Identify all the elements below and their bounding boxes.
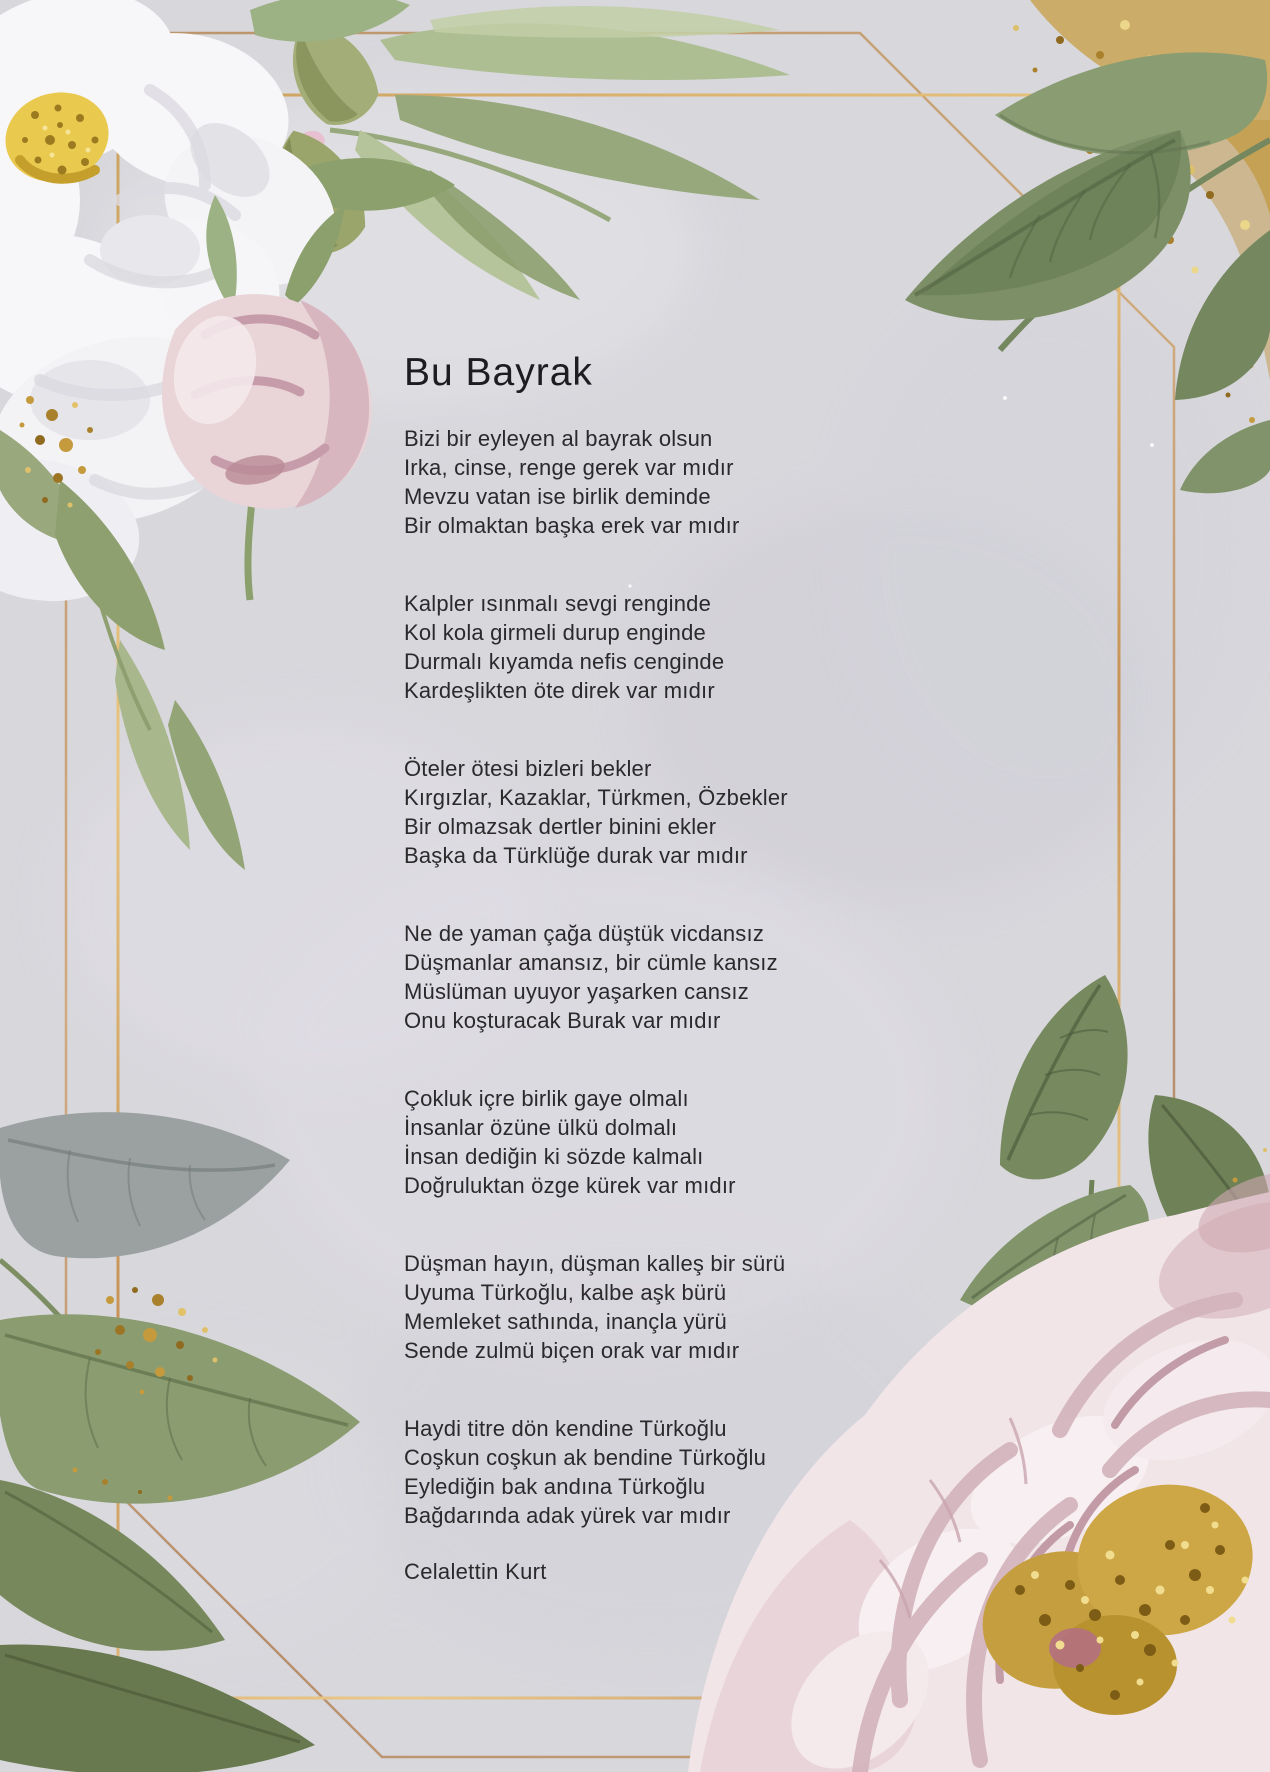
poem-line: Onu koşturacak Burak var mıdır xyxy=(404,1008,721,1033)
poem-line: Müslüman uyuyor yaşarken cansız xyxy=(404,979,749,1004)
poem-author: Celalettin Kurt xyxy=(404,1559,547,1584)
poem-line: Başka da Türklüğe durak var mıdır xyxy=(404,843,748,868)
poem-line: Düşmanlar amansız, bir cümle kansız xyxy=(404,950,778,975)
stanza-6 xyxy=(404,1249,904,1365)
poem-line: Kırgızlar, Kazaklar, Türkmen, Özbekler xyxy=(404,785,788,810)
poem-line: Mevzu vatan ise birlik deminde xyxy=(404,484,711,509)
poem-line: Düşman hayın, düşman kalleş bir sürü xyxy=(404,1251,786,1276)
poem-title: Bu Bayrak xyxy=(404,351,593,394)
poem-line: Öteler ötesi bizleri bekler xyxy=(404,756,652,781)
poem-text-block xyxy=(404,350,904,1608)
poem-line: Kardeşlikten öte direk var mıdır xyxy=(404,678,715,703)
poem-line: Memleket sathında, inançla yürü xyxy=(404,1309,727,1334)
poem-line: Uyuma Türkoğlu, kalbe aşk bürü xyxy=(404,1280,727,1305)
poem-line: Haydi titre dön kendine Türkoğlu xyxy=(404,1416,727,1441)
poem-line: İnsan dediğin ki sözde kalmalı xyxy=(404,1144,704,1169)
poem-line: Ne de yaman çağa düştük vicdansız xyxy=(404,921,765,946)
poem-line: Eylediğin bak andına Türkoğlu xyxy=(404,1474,706,1499)
poem-line: Bizi bir eyleyen al bayrak olsun xyxy=(404,426,713,451)
poem-line: Coşkun coşkun ak bendine Türkoğlu xyxy=(404,1445,767,1470)
stanza-4 xyxy=(404,919,904,1035)
poem-line: İnsanlar özüne ülkü dolmalı xyxy=(404,1115,678,1140)
poem-line: Bir olmazsak dertler binini ekler xyxy=(404,814,717,839)
stanza-5 xyxy=(404,1084,904,1200)
poem-line: Doğruluktan özge kürek var mıdır xyxy=(404,1173,736,1198)
stanza-1 xyxy=(404,424,904,540)
poem-line: Kalpler ısınmalı sevgi renginde xyxy=(404,591,712,616)
stanza-2 xyxy=(404,589,904,705)
poem-line: Irka, cinse, renge gerek var mıdır xyxy=(404,455,734,480)
poem-line: Bir olmaktan başka erek var mıdır xyxy=(404,513,740,538)
poem-line: Sende zulmü biçen orak var mıdır xyxy=(404,1338,740,1363)
stanza-3 xyxy=(404,754,904,870)
poem-line: Kol kola girmeli durup enginde xyxy=(404,620,706,645)
poem-line: Çokluk içre birlik gaye olmalı xyxy=(404,1086,689,1111)
stanza-7 xyxy=(404,1414,904,1530)
poem-line: Durmalı kıyamda nefis cenginde xyxy=(404,649,725,674)
poem-line: Bağdarında adak yürek var mıdır xyxy=(404,1503,731,1528)
